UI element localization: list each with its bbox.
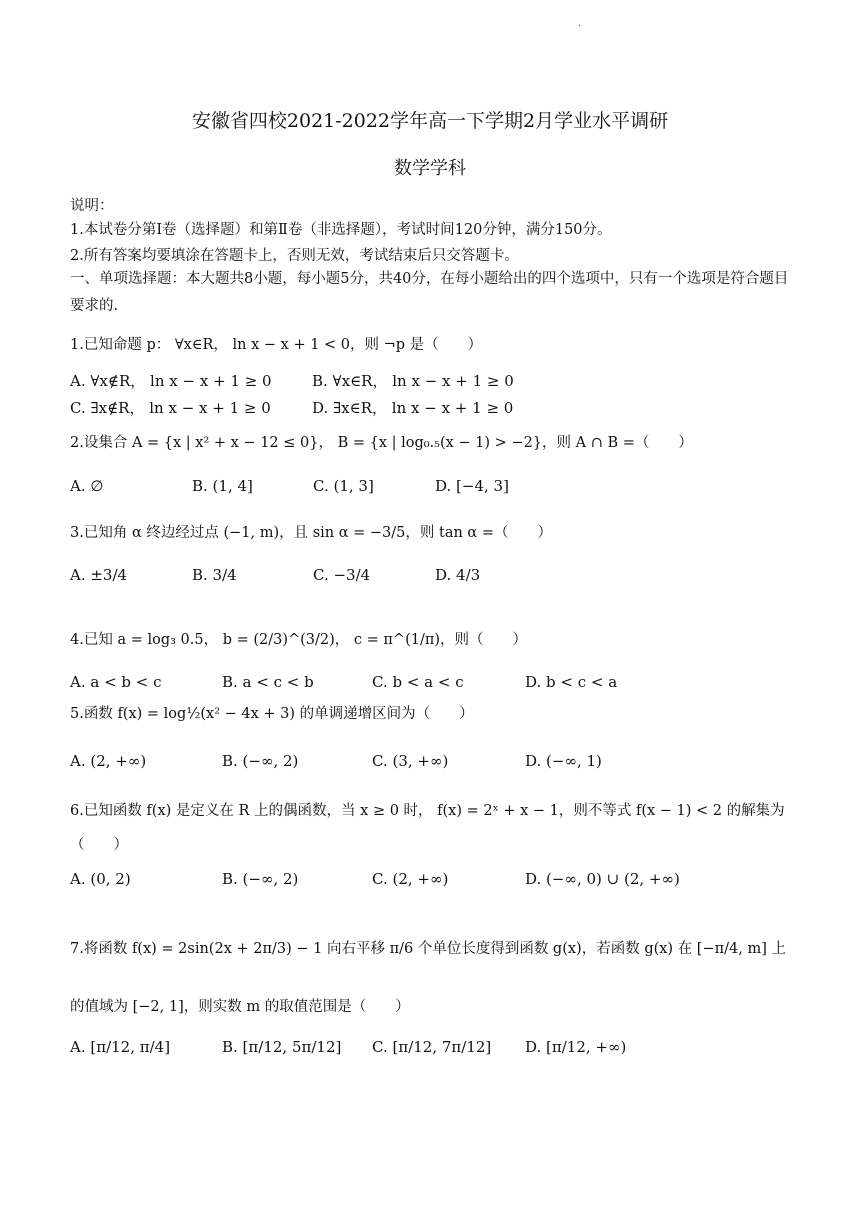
notes-label: 说明： (70, 198, 114, 214)
question-5-option-c: C. (3, +∞) (372, 752, 449, 770)
question-2-option-a: A. ∅ (70, 477, 104, 495)
question-2-option-b: B. (1, 4] (192, 477, 253, 495)
question-1-option-d: D. ∃x∈R， ln x − x + 1 ≥ 0 (312, 399, 514, 417)
question-7-option-c: C. [π/12, 7π/12] (372, 1038, 492, 1056)
question-2-stem: 2.设集合 A = {x | x² + x − 12 ≤ 0}， B = {x | log₀.₅(x − 1) > −2}，则 A ∩ B =（ ） (70, 435, 693, 451)
question-4-option-a: A. a < b < c (70, 673, 162, 691)
section-1-heading: 一、单项选择题：本大题共8小题，每小题5分，共40分，在每小题给出的四个选项中，只有一个选项是符合题目要求的. (70, 271, 789, 314)
question-3-option-a: A. ±3/4 (70, 566, 128, 584)
question-4-option-d: D. b < c < a (525, 673, 618, 691)
question-7-option-a: A. [π/12, π/4] (70, 1038, 171, 1056)
question-6-stem: 6.已知函数 f(x) 是定义在 R 上的偶函数，当 x ≥ 0 时， f(x) = 2ˣ + x − 1，则不等式 f(x − 1) < 2 的解集为（ ） (70, 803, 785, 853)
question-1-stem: 1.已知命题 p： ∀x∈R， ln x − x + 1 < 0，则 ¬p 是（ ） (70, 337, 483, 353)
question-4-option-b: B. a < c < b (222, 673, 314, 691)
question-7-option-d: D. [π/12, +∞) (525, 1038, 627, 1056)
question-6-option-b: B. (−∞, 2) (222, 870, 299, 888)
subject-title: 数学学科 (394, 158, 466, 179)
question-4-option-c: C. b < a < c (372, 673, 464, 691)
question-4-stem: 4.已知 a = log₃ 0.5， b = (2/3)^(3/2)， c = π^(1/π)，则（ ） (70, 632, 528, 648)
question-5-option-a: A. (2, +∞) (70, 752, 147, 770)
question-3-option-b: B. 3/4 (192, 566, 237, 584)
exam-title: 安徽省四校2021-2022学年高一下学期2月学业水平调研 (191, 110, 669, 132)
question-7-stem: 7.将函数 f(x) = 2sin(2x + 2π/3) − 1 向右平移 π/6 个单位长度得到函数 g(x)，若函数 g(x) 在 [−π/4, m] 上的值域为 [−2, 1]，则实数 m 的取值范围是（ ） (70, 941, 786, 1015)
question-6-option-c: C. (2, +∞) (372, 870, 449, 888)
question-3-stem: 3.已知角 α 终边经过点 (−1, m)，且 sin α = −3/5，则 tan α =（ ） (70, 525, 552, 541)
question-6-option-a: A. (0, 2) (70, 870, 131, 888)
header-dot: . (578, 18, 582, 29)
question-2-option-d: D. [−4, 3] (435, 477, 509, 495)
question-2-option-c: C. (1, 3] (313, 477, 374, 495)
question-1-option-b: B. ∀x∈R， ln x − x + 1 ≥ 0 (312, 372, 514, 390)
question-3-option-d: D. 4/3 (435, 566, 481, 584)
note-1: 1.本试卷分第Ⅰ卷（选择题）和第Ⅱ卷（非选择题），考试时间120分钟，满分150分。 (70, 222, 612, 238)
question-1-option-a: A. ∀x∉R， ln x − x + 1 ≥ 0 (70, 372, 272, 390)
question-1-option-c: C. ∃x∉R， ln x − x + 1 ≥ 0 (70, 399, 271, 417)
question-5-stem: 5.函数 f(x) = log½(x² − 4x + 3) 的单调递增区间为（ ） (70, 706, 474, 722)
question-5-option-b: B. (−∞, 2) (222, 752, 299, 770)
question-3-option-c: C. −3/4 (313, 566, 371, 584)
question-6-option-d: D. (−∞, 0) ∪ (2, +∞) (525, 870, 680, 888)
note-2: 2.所有答案均要填涂在答题卡上，否则无效，考试结束后只交答题卡。 (70, 248, 519, 264)
question-5-option-d: D. (−∞, 1) (525, 752, 602, 770)
question-7-option-b: B. [π/12, 5π/12] (222, 1038, 342, 1056)
